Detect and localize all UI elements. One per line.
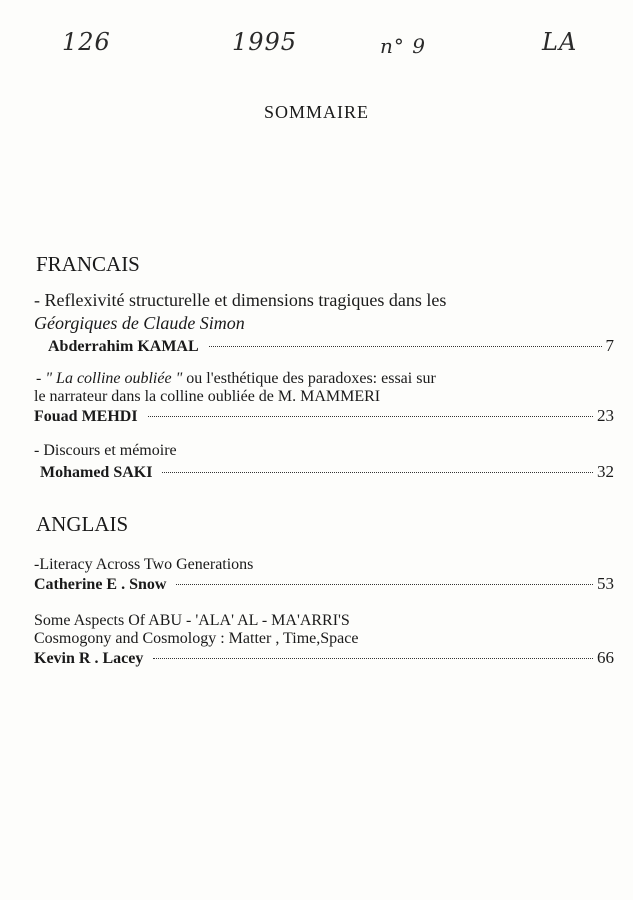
entry-1-author: Abderrahim KAMAL bbox=[48, 338, 199, 355]
entry-5-page: 66 bbox=[597, 648, 614, 667]
entry-4-author: Catherine E . Snow bbox=[34, 576, 167, 593]
entry-1-title-line2 bbox=[34, 313, 245, 334]
entry-1-italic-title: Géorgiques de Claude Simon bbox=[34, 313, 245, 333]
entry-3-author-row bbox=[34, 462, 614, 482]
entry-4-title: -Literacy Across Two Generations bbox=[34, 556, 254, 573]
entry-4-leader-dots bbox=[176, 584, 593, 585]
entry-2-page: 23 bbox=[597, 406, 614, 425]
entry-3-title: - Discours et mémoire bbox=[34, 442, 177, 459]
entry-4-author-row bbox=[34, 574, 614, 594]
handwritten-note-issue: 126 bbox=[62, 28, 111, 56]
entry-2-prefix: - bbox=[36, 370, 46, 387]
entry-5-author-row bbox=[34, 648, 614, 668]
entry-1-author-row bbox=[34, 336, 614, 356]
entry-1-title: - Reflexivité structurelle et dimensions tragiques dans les bbox=[34, 290, 447, 310]
entry-2-author-row bbox=[34, 406, 614, 426]
entry-5-title: Some Aspects Of ABU - 'ALA' AL - MA'ARRI'S bbox=[34, 612, 350, 629]
entry-2-leader-dots bbox=[148, 416, 593, 417]
handwritten-note-year: 1995 bbox=[232, 28, 298, 56]
entry-5-leader-dots bbox=[153, 658, 593, 659]
entry-2-title bbox=[34, 370, 436, 388]
entry-2-author: Fouad MEHDI bbox=[34, 408, 138, 425]
page-title: SOMMAIRE bbox=[263, 102, 369, 122]
section-heading-anglais: ANGLAIS bbox=[36, 512, 129, 536]
entry-2-title-rest: ou l'esthétique des paradoxes: essai sur bbox=[182, 370, 436, 387]
handwritten-note-number: n° 9 bbox=[380, 34, 426, 58]
entry-4-page: 53 bbox=[597, 574, 614, 593]
entry-3-leader-dots bbox=[162, 472, 593, 473]
handwritten-note-code: LA bbox=[542, 28, 578, 56]
entry-1-leader-dots bbox=[209, 346, 602, 347]
entry-5-author: Kevin R . Lacey bbox=[34, 650, 144, 667]
entry-1-page: 7 bbox=[605, 336, 614, 355]
section-heading-francais: FRANCAIS bbox=[36, 252, 140, 276]
entry-3-author: Mohamed SAKI bbox=[40, 464, 153, 481]
entry-5-title-line2: Cosmogony and Cosmology : Matter , Time,Space bbox=[34, 630, 359, 647]
entry-2-title-line2: le narrateur dans la colline oubliée de M. MAMMERI bbox=[34, 388, 381, 405]
entry-2-italic-title: " La colline oubliée " bbox=[45, 370, 183, 387]
entry-3-page: 32 bbox=[597, 462, 614, 481]
